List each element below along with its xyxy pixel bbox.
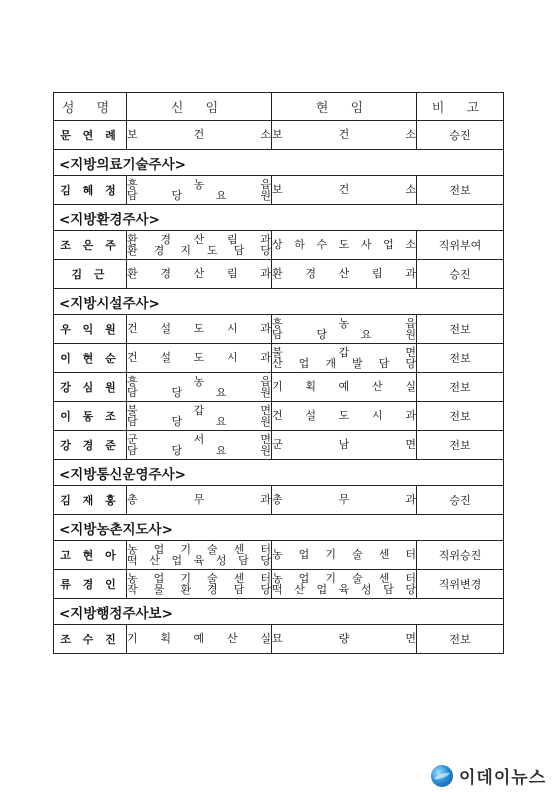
section-title: <지방의료기술주사> [54, 150, 504, 176]
position-char: 터 [260, 543, 271, 556]
position-char: 담 [127, 189, 138, 202]
position-char: 술 [207, 572, 218, 585]
position-char: 읍 [405, 317, 416, 330]
position-char: 서 [193, 433, 205, 446]
person-name: 문 연 례 [54, 121, 127, 150]
position-char: 기 [272, 380, 283, 393]
position-char: 기 [127, 632, 138, 645]
position-char: 환 [272, 267, 283, 280]
position-char: 총 [272, 493, 283, 506]
position-char: 군 [127, 433, 138, 446]
position-char: 보 [127, 128, 138, 141]
section-title-row [54, 205, 504, 231]
new-post-cell [127, 315, 272, 344]
position-line [272, 318, 416, 329]
new-post-cell [127, 570, 272, 599]
current-post-cell [272, 121, 417, 150]
position-char: 요 [360, 328, 372, 341]
position-char: 하 [294, 238, 305, 251]
position-char: 요 [215, 444, 227, 457]
position-char: 경 [305, 267, 316, 280]
position-char: 육 [193, 554, 205, 567]
position-char: 건 [193, 128, 205, 141]
current-post-cell [272, 486, 417, 515]
position-char: 기 [325, 572, 336, 585]
position-char: 기 [325, 548, 336, 561]
position-line [127, 234, 271, 245]
header-current-post: 현 임 [272, 93, 417, 121]
position-char: 설 [160, 322, 171, 335]
section-title: <지방농촌지도사> [54, 515, 504, 541]
position-char: 센 [233, 572, 245, 585]
position-char: 사 [360, 238, 372, 251]
position-char: 성 [360, 583, 372, 596]
position-char: 소 [405, 128, 416, 141]
position-line [127, 405, 271, 416]
position-char: 환 [180, 583, 191, 596]
position-char: 도 [193, 322, 205, 335]
position-char: 당 [171, 386, 183, 399]
position-line [272, 329, 416, 340]
position-char: 소 [405, 238, 416, 251]
table-row [54, 373, 504, 402]
current-post-cell [272, 431, 417, 460]
position-char: 당 [260, 554, 271, 567]
position-char: 발 [352, 357, 363, 370]
position-char: 담 [383, 583, 394, 596]
new-post-cell [127, 344, 272, 373]
position-line [272, 239, 416, 251]
position-char: 설 [160, 351, 171, 364]
person-name: 이 현 순 [54, 344, 127, 373]
position-char: 담 [238, 554, 249, 567]
position-char: 읍 [260, 375, 271, 388]
position-char: 경 [153, 244, 165, 257]
position-char: 보 [272, 128, 283, 141]
position-char: 터 [260, 572, 271, 585]
new-post-cell [127, 121, 272, 150]
table-row [54, 625, 504, 654]
position-char: 물 [153, 583, 165, 596]
position-char: 원 [260, 386, 271, 399]
position-char: 환 [127, 267, 138, 280]
position-line [127, 268, 271, 280]
position-line [272, 584, 416, 595]
position-char: 획 [305, 380, 316, 393]
position-char: 산 [294, 583, 305, 596]
note-cell: 직위부여 [417, 231, 504, 260]
position-char: 면 [260, 433, 271, 446]
position-char: 육 [338, 583, 350, 596]
position-char: 림 [226, 267, 238, 280]
position-char: 면 [405, 346, 416, 359]
position-char: 당 [171, 415, 183, 428]
position-char: 업 [153, 572, 165, 585]
position-line [272, 184, 416, 196]
note-cell: 전보 [417, 625, 504, 654]
position-char: 과 [405, 493, 416, 506]
position-line [272, 129, 416, 141]
position-char: 당 [405, 357, 416, 370]
position-char: 당 [316, 328, 328, 341]
position-char: 당 [171, 444, 183, 457]
table-row [54, 541, 504, 570]
header-name: 성 명 [54, 93, 127, 121]
position-char: 센 [378, 572, 390, 585]
position-line [127, 494, 271, 506]
position-char: 산 [226, 632, 238, 645]
position-char: 농 [272, 572, 283, 585]
position-char: 무 [193, 493, 205, 506]
position-char: 경 [207, 583, 218, 596]
new-post-cell [127, 541, 272, 570]
position-char: 갑 [193, 404, 205, 417]
position-char: 소 [260, 128, 271, 141]
person-name: 강 경 준 [54, 431, 127, 460]
position-char: 수 [316, 238, 328, 251]
position-char: 요 [215, 189, 227, 202]
new-post-cell [127, 486, 272, 515]
table-row [54, 570, 504, 599]
position-char: 농 [127, 572, 138, 585]
note-cell: 전보 [417, 431, 504, 460]
position-char: 과 [260, 233, 271, 246]
section-title: <지방시설주사> [54, 289, 504, 315]
note-cell: 승진 [417, 260, 504, 289]
position-char: 예 [193, 632, 205, 645]
position-char: 농 [193, 375, 205, 388]
current-post-cell [272, 402, 417, 431]
position-char: 흥 [272, 317, 283, 330]
position-char: 산 [193, 267, 205, 280]
position-char: 농 [272, 548, 283, 561]
position-char: 흥 [127, 375, 138, 388]
position-line [127, 352, 271, 364]
current-post-cell [272, 373, 417, 402]
position-char: 경 [160, 267, 171, 280]
position-line [127, 584, 271, 595]
position-char: 요 [215, 386, 227, 399]
position-char: 무 [338, 493, 350, 506]
position-line [127, 129, 271, 141]
header-note: 비 고 [417, 93, 504, 121]
position-char: 과 [260, 267, 271, 280]
section-title-row [54, 515, 504, 541]
position-char: 업 [171, 554, 183, 567]
position-char: 술 [352, 572, 363, 585]
current-post-cell [272, 570, 417, 599]
section-title-row [54, 599, 504, 625]
new-post-cell [127, 402, 272, 431]
position-char: 실 [260, 632, 271, 645]
position-char: 예 [338, 380, 350, 393]
person-name: 조 은 주 [54, 231, 127, 260]
new-post-cell [127, 431, 272, 460]
position-line [127, 245, 271, 256]
position-char: 업 [298, 572, 310, 585]
position-char: 시 [226, 351, 238, 364]
position-char: 담 [127, 386, 138, 399]
position-char: 당 [260, 583, 271, 596]
person-name: 우 익 원 [54, 315, 127, 344]
position-char: 업 [153, 543, 165, 556]
current-post-cell [272, 315, 417, 344]
current-post-cell [272, 231, 417, 260]
position-char: 원 [260, 189, 271, 202]
position-char: 원 [405, 328, 416, 341]
position-char: 도 [338, 409, 350, 422]
position-char: 요 [215, 415, 227, 428]
position-char: 산 [272, 357, 283, 370]
table-row [54, 431, 504, 460]
position-char: 당 [405, 583, 416, 596]
position-char: 량 [338, 632, 350, 645]
position-char: 환 [127, 233, 138, 246]
position-char: 업 [298, 357, 310, 370]
position-char: 묘 [272, 632, 283, 645]
position-char: 담 [272, 328, 283, 341]
section-title-row [54, 460, 504, 486]
position-line [272, 347, 416, 358]
position-char: 업 [316, 583, 328, 596]
position-char: 군 [272, 438, 283, 451]
position-char: 농 [338, 317, 350, 330]
position-line [272, 633, 416, 645]
position-char: 당 [171, 189, 183, 202]
position-char: 불 [272, 346, 283, 359]
position-char: 산 [193, 233, 205, 246]
position-char: 담 [378, 357, 390, 370]
position-char: 획 [160, 632, 171, 645]
position-char: 터 [405, 572, 416, 585]
position-char: 환 [127, 244, 138, 257]
position-char: 개 [325, 357, 336, 370]
position-char: 건 [272, 409, 283, 422]
position-char: 터 [405, 548, 416, 561]
table-row [54, 176, 504, 205]
position-char: 불 [127, 404, 138, 417]
table-row [54, 344, 504, 373]
position-line [127, 573, 271, 584]
new-post-cell [127, 260, 272, 289]
position-char: 농 [193, 178, 205, 191]
position-char: 소 [405, 183, 416, 196]
position-char: 떡 [127, 554, 138, 567]
position-char: 건 [127, 351, 138, 364]
position-line [127, 179, 271, 190]
table-header-row [54, 93, 504, 121]
position-line [272, 494, 416, 506]
new-post-cell [127, 231, 272, 260]
position-char: 흥 [127, 178, 138, 191]
note-cell: 전보 [417, 344, 504, 373]
position-char: 담 [127, 444, 138, 457]
position-line [272, 549, 416, 561]
globe-icon [431, 765, 453, 787]
position-char: 성 [215, 554, 227, 567]
note-cell: 전보 [417, 315, 504, 344]
current-post-cell [272, 541, 417, 570]
person-name: 조 수 진 [54, 625, 127, 654]
table-row [54, 231, 504, 260]
note-cell: 전보 [417, 373, 504, 402]
position-char: 기 [180, 572, 191, 585]
person-name: 고 현 아 [54, 541, 127, 570]
position-char: 읍 [260, 178, 271, 191]
position-char: 남 [338, 438, 350, 451]
current-post-cell [272, 344, 417, 373]
position-char: 술 [207, 543, 218, 556]
position-line [127, 555, 271, 566]
position-char: 기 [180, 543, 191, 556]
header-new-post: 신 임 [127, 93, 272, 121]
position-line [127, 190, 271, 201]
position-line [127, 416, 271, 427]
position-line [272, 381, 416, 393]
position-char: 담 [233, 244, 245, 257]
position-line [272, 268, 416, 280]
position-char: 도 [207, 244, 218, 257]
logo-text: 이데이뉴스 [459, 768, 547, 788]
position-char: 떡 [272, 583, 283, 596]
current-post-cell [272, 625, 417, 654]
table-row [54, 260, 504, 289]
table-row [54, 486, 504, 515]
note-cell: 직위승진 [417, 541, 504, 570]
section-title: <지방환경주사> [54, 205, 504, 231]
position-char: 시 [371, 409, 383, 422]
person-name: 류 경 인 [54, 570, 127, 599]
position-char: 과 [260, 351, 271, 364]
new-post-cell [127, 176, 272, 205]
position-char: 시 [226, 322, 238, 335]
position-char: 경 [160, 233, 171, 246]
note-cell: 전보 [417, 176, 504, 205]
person-name: 김 근 [54, 260, 127, 289]
position-char: 건 [338, 183, 350, 196]
note-cell: 승진 [417, 486, 504, 515]
position-line [272, 358, 416, 369]
section-title: <지방행정주사보> [54, 599, 504, 625]
position-char: 도 [193, 351, 205, 364]
position-char: 지 [180, 244, 191, 257]
person-name: 김 재 홍 [54, 486, 127, 515]
position-line [127, 387, 271, 398]
current-post-cell [272, 176, 417, 205]
note-cell: 전보 [417, 402, 504, 431]
position-char: 면 [405, 632, 416, 645]
position-char: 갑 [338, 346, 350, 359]
table-row [54, 121, 504, 150]
position-char: 농 [127, 543, 138, 556]
position-char: 과 [405, 267, 416, 280]
section-title: <지방통신운영주사> [54, 460, 504, 486]
position-char: 업 [298, 548, 310, 561]
position-char: 실 [405, 380, 416, 393]
position-char: 면 [405, 438, 416, 451]
position-char: 산 [338, 267, 350, 280]
position-line [272, 410, 416, 422]
note-cell: 승진 [417, 121, 504, 150]
position-char: 원 [260, 415, 271, 428]
person-name: 김 혜 정 [54, 176, 127, 205]
position-line [127, 323, 271, 335]
personnel-table [53, 92, 504, 654]
position-char: 담 [233, 583, 245, 596]
table-row [54, 402, 504, 431]
position-line [127, 376, 271, 387]
position-char: 설 [305, 409, 316, 422]
person-name: 이 동 조 [54, 402, 127, 431]
position-char: 림 [226, 233, 238, 246]
position-line [127, 445, 271, 456]
position-char: 건 [127, 322, 138, 335]
position-char: 과 [260, 493, 271, 506]
position-char: 면 [260, 404, 271, 417]
section-title-row [54, 289, 504, 315]
position-char: 원 [260, 444, 271, 457]
new-post-cell [127, 373, 272, 402]
current-post-cell [272, 260, 417, 289]
table-row [54, 315, 504, 344]
position-char: 센 [233, 543, 245, 556]
position-char: 과 [260, 322, 271, 335]
position-line [272, 439, 416, 451]
position-char: 산 [371, 380, 383, 393]
position-char: 센 [378, 548, 390, 561]
position-char: 작 [127, 583, 138, 596]
position-char: 건 [338, 128, 350, 141]
section-title-row [54, 150, 504, 176]
position-char: 담 [127, 415, 138, 428]
position-char: 보 [272, 183, 283, 196]
position-char: 상 [272, 238, 283, 251]
position-char: 술 [352, 548, 363, 561]
position-char: 당 [260, 244, 271, 257]
new-post-cell [127, 625, 272, 654]
position-char: 도 [338, 238, 350, 251]
position-char: 업 [383, 238, 394, 251]
position-char: 과 [405, 409, 416, 422]
position-line [127, 434, 271, 445]
note-cell: 직위변경 [417, 570, 504, 599]
position-char: 산 [149, 554, 160, 567]
position-line [127, 633, 271, 645]
position-char: 림 [371, 267, 383, 280]
news-logo [431, 763, 546, 788]
person-name: 강 심 원 [54, 373, 127, 402]
position-char: 총 [127, 493, 138, 506]
